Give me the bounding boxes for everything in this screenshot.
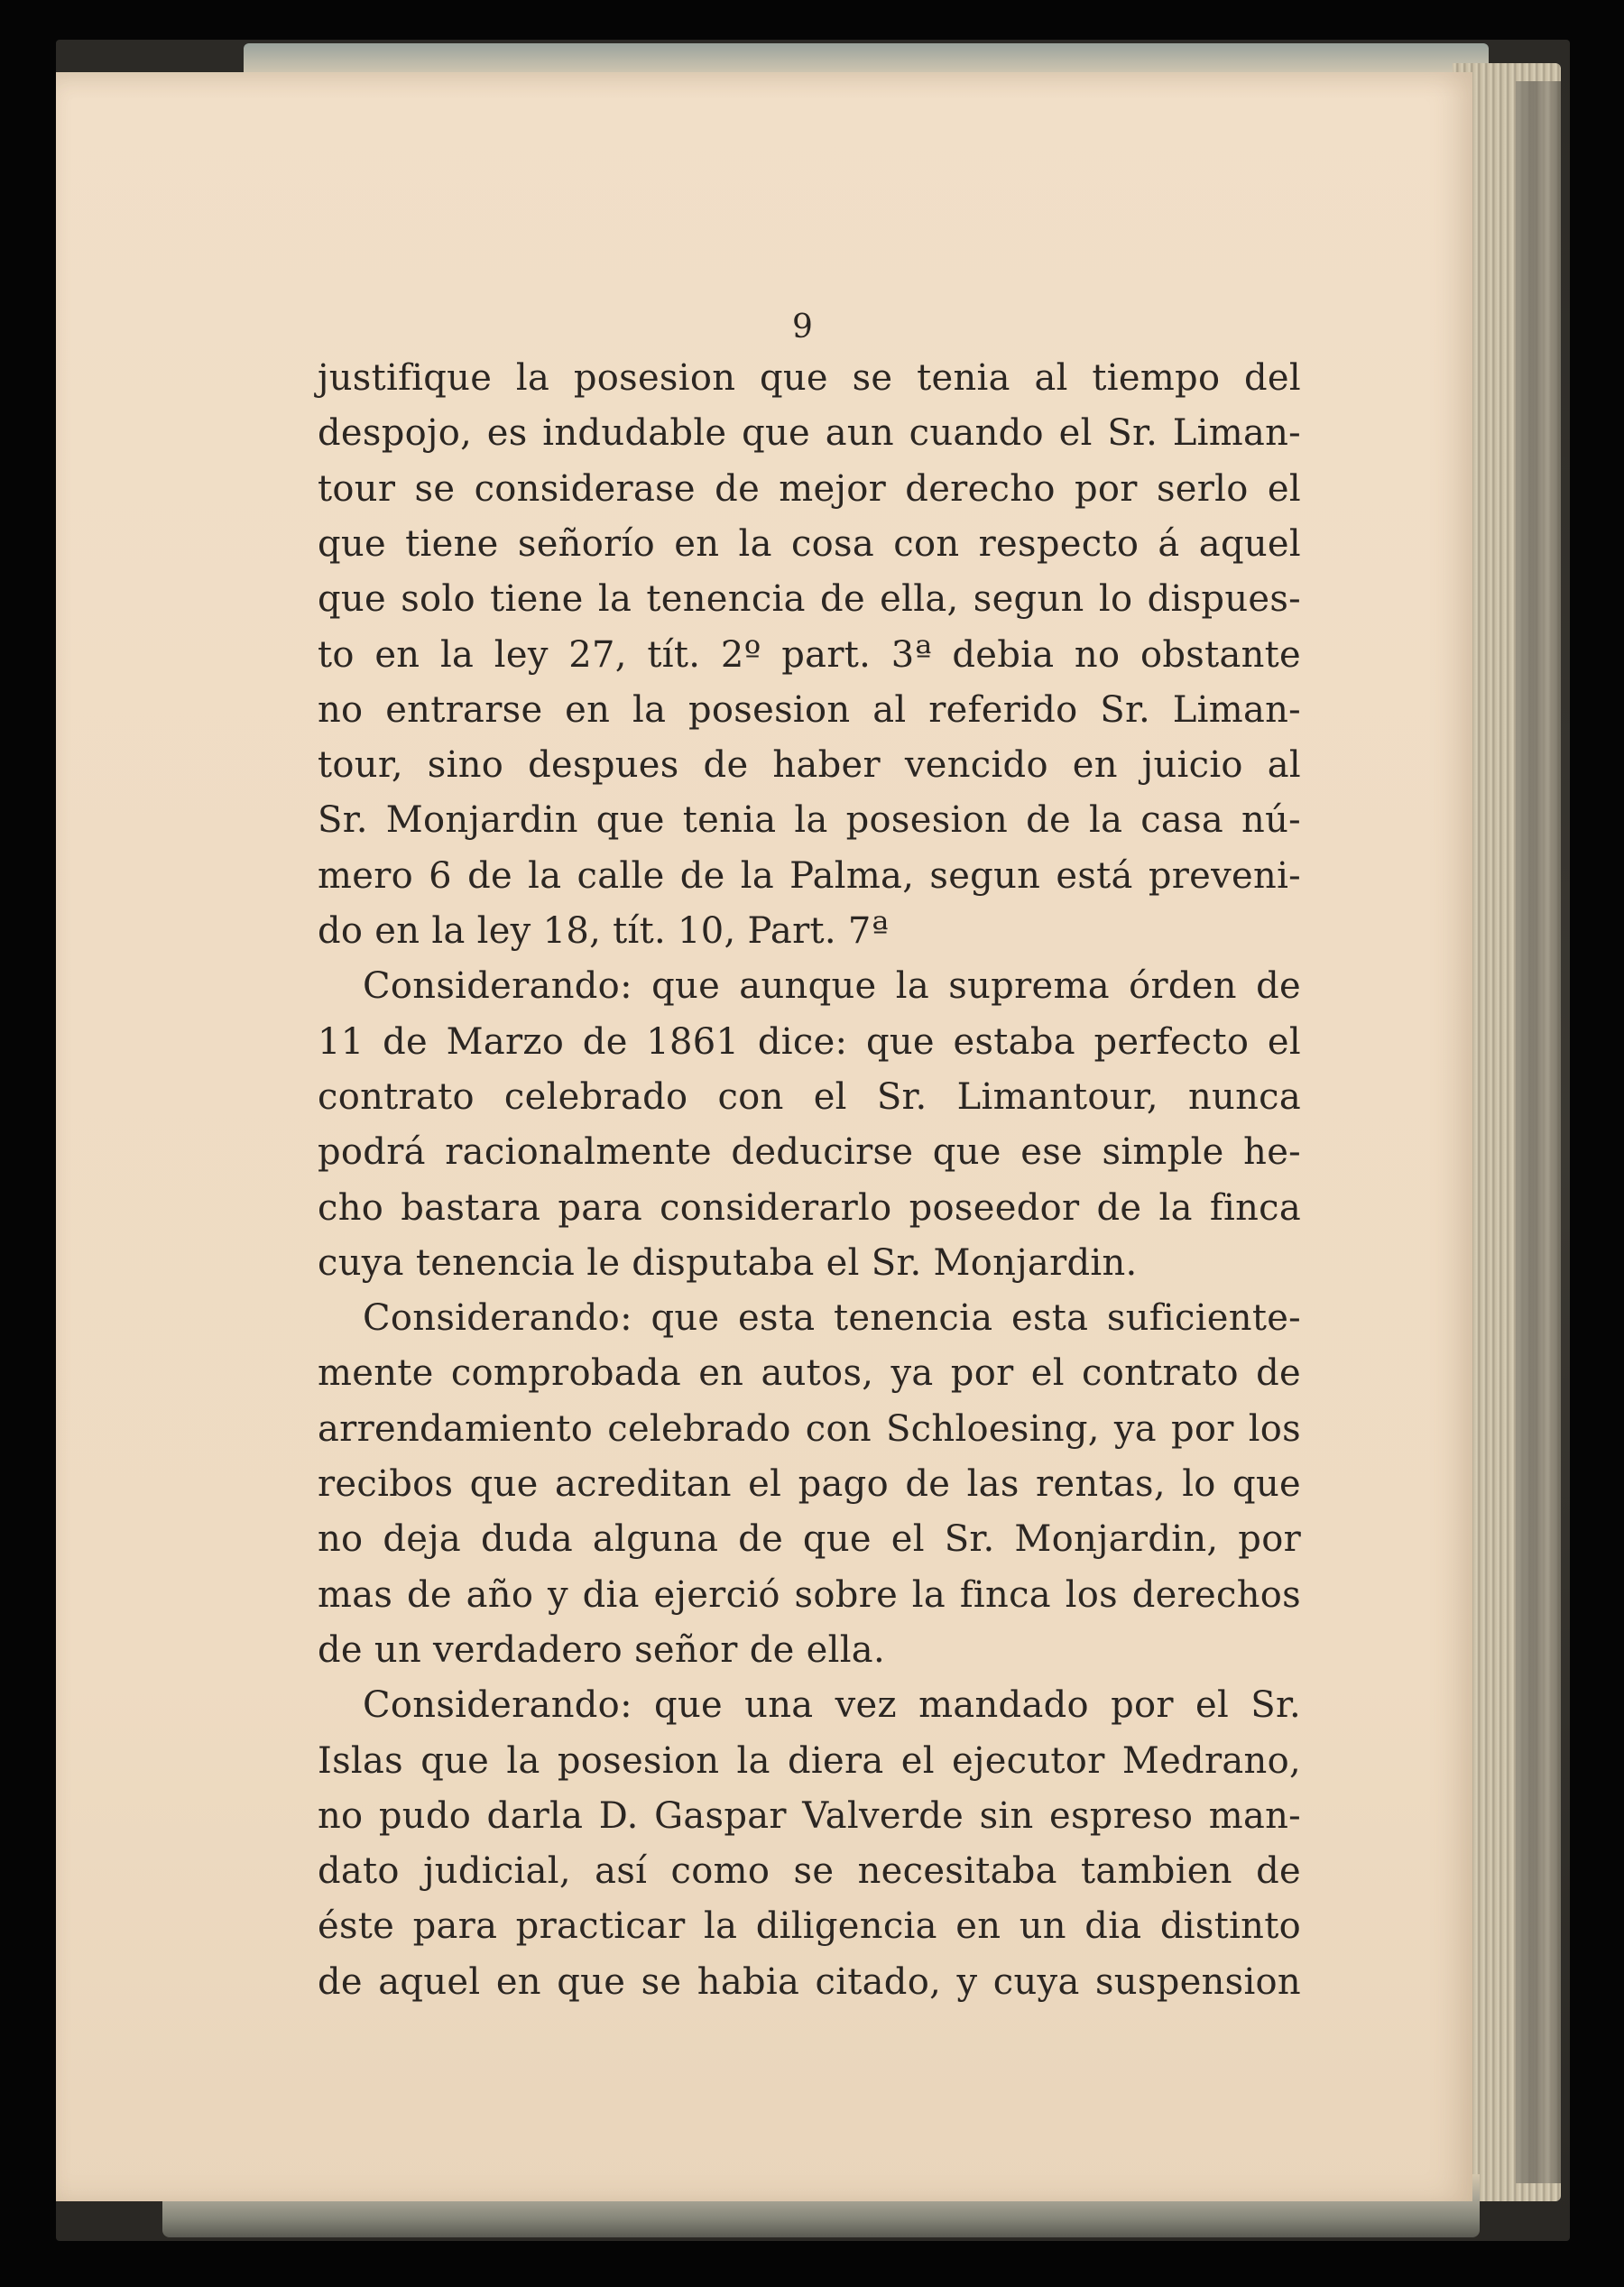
- text-line: éste para practicar la diligencia en un dia distinto: [318, 1905, 1301, 1948]
- text-line: tour, sino despues de haber vencido en juicio al: [318, 744, 1301, 787]
- text-line: que solo tiene la tenencia de ella, segun lo dispues-: [318, 578, 1301, 621]
- text-line: Considerando: que una vez mandado por el Sr.: [363, 1684, 1301, 1727]
- text-line: cuya tenencia le disputaba el Sr. Monjardin.: [318, 1241, 1138, 1284]
- text-line: cho bastara para considerarlo poseedor de la finca: [318, 1186, 1301, 1229]
- text-line: no deja duda alguna de que el Sr. Monjardin, por: [318, 1518, 1301, 1561]
- text-line: justifique la posesion que se tenia al tiempo del: [318, 357, 1301, 399]
- book-page: [56, 72, 1472, 2201]
- text-line: do en la ley 18, tít. 10, Part. 7ª: [318, 910, 889, 952]
- text-line: arrendamiento celebrado con Schloesing, ya por los: [318, 1407, 1301, 1450]
- text-line: de aquel en que se habia citado, y cuya suspension: [318, 1960, 1301, 2003]
- text-line: podrá racionalmente deducirse que ese simple he-: [318, 1131, 1301, 1174]
- page-number: 9: [792, 309, 813, 346]
- text-line: to en la ley 27, tít. 2º part. 3ª debia no obstante: [318, 633, 1301, 676]
- text-line: no pudo darla D. Gaspar Valverde sin espreso man-: [318, 1794, 1301, 1837]
- text-line: no entrarse en la posesion al referido Sr. Liman-: [318, 688, 1301, 731]
- text-line: mas de año y dia ejerció sobre la finca los derechos: [318, 1573, 1301, 1616]
- text-line: Considerando: que esta tenencia esta suficiente-: [363, 1297, 1301, 1340]
- text-line: 11 de Marzo de 1861 dice: que estaba perfecto el: [318, 1020, 1301, 1063]
- text-line: mero 6 de la calle de la Palma, segun está preveni-: [318, 854, 1301, 897]
- text-line: dato judicial, así como se necesitaba tambien de: [318, 1850, 1301, 1893]
- text-line: que tiene señorío en la cosa con respecto á aquel: [318, 522, 1301, 565]
- text-line: tour se considerase de mejor derecho por serlo el: [318, 467, 1301, 510]
- text-line: Considerando: que aunque la suprema órden de: [363, 965, 1301, 1008]
- text-line: mente comprobada en autos, ya por el contrato de: [318, 1352, 1301, 1395]
- text-line: Sr. Monjardin que tenia la posesion de la casa nú-: [318, 799, 1301, 842]
- text-line: despojo, es indudable que aun cuando el Sr. Liman-: [318, 412, 1301, 455]
- page-edges-shadow: [1516, 81, 1561, 2183]
- text-line: recibos que acreditan el pago de las rentas, lo que: [318, 1463, 1301, 1505]
- text-line: contrato celebrado con el Sr. Limantour, nunca: [318, 1075, 1301, 1118]
- text-line: de un verdadero señor de ella.: [318, 1628, 885, 1671]
- text-line: Islas que la posesion la diera el ejecutor Medrano,: [318, 1739, 1301, 1782]
